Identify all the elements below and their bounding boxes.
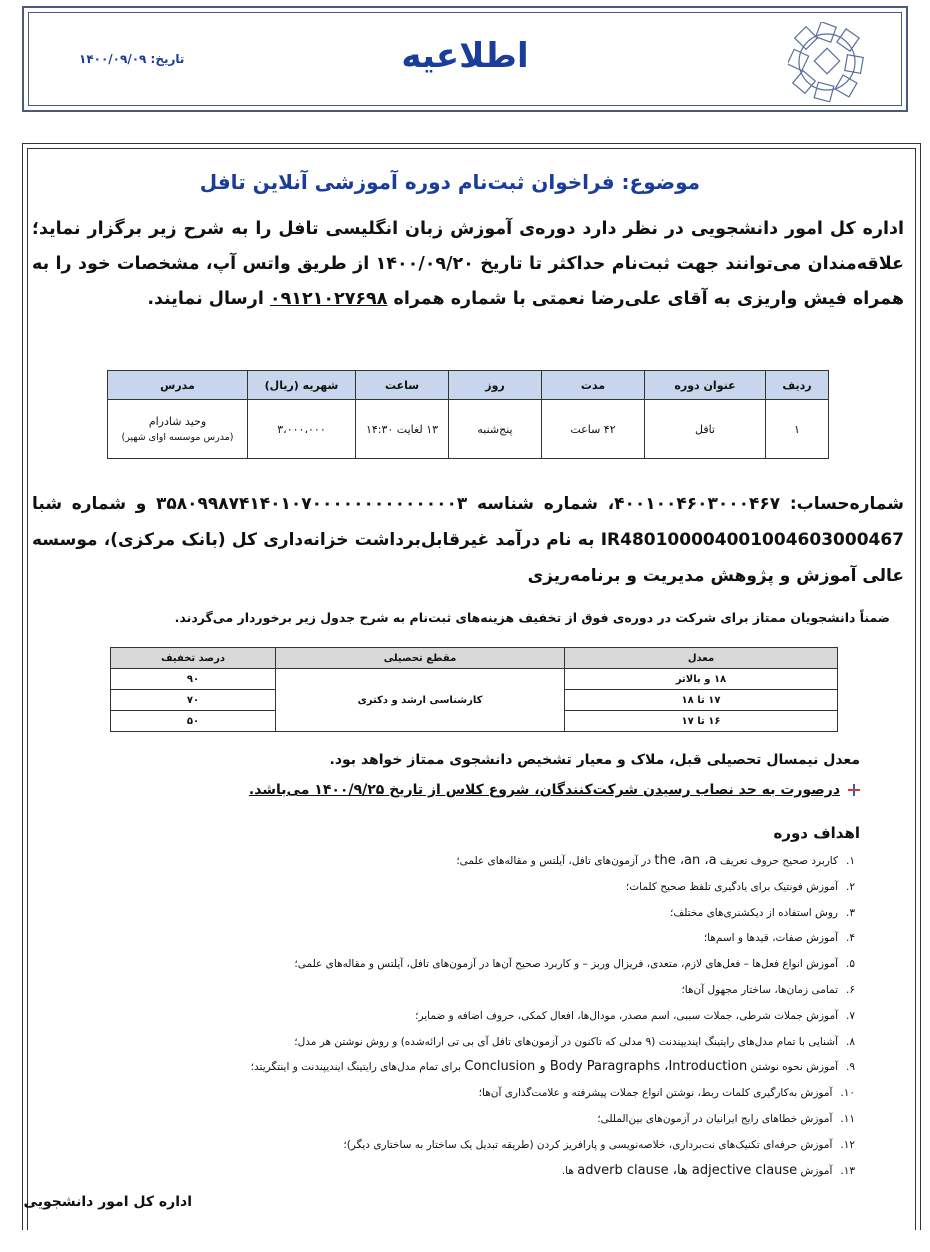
cell-title: تافل xyxy=(645,400,766,459)
sheba-number: IR480100004001004603000467 xyxy=(600,530,905,550)
account-text-end: به نام درآمد غیرقابل‌برداشت خزانه‌داری کل (بانک مرکزی)، موسسه عالی آموزش و پژوهش مدیریت و برنامه‌ریزی xyxy=(32,530,904,586)
list-item xyxy=(40,977,855,1003)
item-text: کاربرد صحیح حروف تعریف xyxy=(716,855,839,867)
list-item xyxy=(40,1029,855,1055)
cell-fee: ۳،۰۰۰،۰۰۰ xyxy=(248,400,356,459)
item-text-end: در آزمون‌های تافل، آیلتس و مقاله‌های علمی؛ xyxy=(456,855,655,867)
course-table-header xyxy=(108,371,829,400)
teacher-note: (مدرس موسسه اوای شهپر) xyxy=(121,432,234,443)
list-item xyxy=(40,1132,855,1158)
cell-teacher xyxy=(108,400,248,459)
column-header: معدل xyxy=(565,648,838,669)
account-text: شماره‌حساب: ۴۰۰۱۰۰۴۶۰۳۰۰۰۴۶۷، شماره شناسه ۳۵۸۰۹۹۸۷۴۱۴۰۱۰۷۰۰۰۰۰۰۰۰۰۰۰۰۰۰۳ و شماره شبا xyxy=(32,494,905,514)
cell-duration: ۴۲ ساعت xyxy=(542,400,645,459)
discount-note: ضمناً دانشجویان ممتاز برای شرکت در دوره‌ی فوق از تخفیف هزینه‌های ثبت‌نام به شرح جدول زیر برخوردار می‌گردند. xyxy=(174,610,890,625)
item-english-text: Body Paragraphs ،Introduction و Conclusion xyxy=(464,1059,748,1075)
item-number: ۱۰. xyxy=(840,1087,855,1100)
list-item xyxy=(40,874,855,900)
phone-number: ۰۹۱۲۱۰۲۷۶۹۸ xyxy=(269,289,388,309)
column-header: روز xyxy=(449,371,542,400)
bullet-star-icon xyxy=(848,784,860,796)
item-text: آموزش نحوه نوشتن xyxy=(747,1061,839,1074)
discount-table-header xyxy=(111,648,838,669)
column-header: ساعت xyxy=(356,371,449,400)
column-header: مدت xyxy=(542,371,645,400)
item-number: ۳. xyxy=(846,906,855,919)
item-number: ۱۲. xyxy=(840,1138,855,1151)
item-text: آموزش حرفه‌ای تکنیک‌های نت‌برداری، خلاصه‌نویسی و پارافریز کردن (طریقه تبدیل یک ساختار به ساختاری دیگر)؛ xyxy=(343,1138,833,1151)
list-item xyxy=(40,925,855,951)
discount-table xyxy=(110,647,838,732)
item-text: تمامی زمان‌ها، ساختار مجهول آن‌ها؛ xyxy=(681,983,839,996)
item-number: ۹. xyxy=(846,1061,855,1074)
start-note xyxy=(249,782,860,798)
date-value: ۱۴۰۰/۰۹/۰۹ xyxy=(79,52,147,66)
date-label: تاریخ: xyxy=(150,52,185,66)
item-number: ۵. xyxy=(846,958,855,971)
table-row xyxy=(111,669,838,690)
list-item xyxy=(40,1080,855,1106)
intro-paragraph xyxy=(32,212,904,317)
item-english-text: adjective clause ها، adverb clause xyxy=(577,1162,798,1178)
item-text: روش استفاده از دیکشنری‌های مختلف؛ xyxy=(669,906,839,919)
item-number: ۱۱. xyxy=(840,1112,855,1125)
item-text: آموزش به‌کارگیری کلمات ربط، نوشتن انواع جملات پیشرفته و علامت‌گذاری آن‌ها؛ xyxy=(478,1087,833,1100)
column-header: شهریه (ریال) xyxy=(248,371,356,400)
list-item xyxy=(40,848,855,874)
item-text: آموزش صفات، قیدها و اسم‌ها؛ xyxy=(703,932,839,945)
column-header: ردیف xyxy=(766,371,829,400)
item-text: آموزش فونتیک برای یادگیری تلفظ صحیح کلمات؛ xyxy=(625,880,839,893)
list-item xyxy=(40,1054,855,1080)
item-text: آموزش خطاهای رایج ایرانیان در آزمون‌های بین‌المللی؛ xyxy=(597,1112,833,1125)
cell-percent: ۵۰ xyxy=(111,711,276,732)
goals-list xyxy=(40,848,855,1183)
account-paragraph xyxy=(32,486,904,594)
column-header: عنوان دوره xyxy=(645,371,766,400)
cell-level: کارشناسی ارشد و دکتری xyxy=(276,669,565,732)
start-note-text: درصورت به حد نصاب رسیدن شرکت‌کنندگان، شروع کلاس از تاریخ ۱۴۰۰/۹/۲۵ می‌باشد. xyxy=(248,782,840,798)
cell-percent: ۹۰ xyxy=(111,669,276,690)
item-number: ۴. xyxy=(846,932,855,945)
item-english-text: the ،an ،a xyxy=(654,853,717,868)
list-item xyxy=(40,1106,855,1132)
list-item xyxy=(40,951,855,977)
intro-text: اداره کل امور دانشجویی در نظر دارد دوره‌ی آموزش زبان انگلیسی تافل را به شرح زیر برگزار نماید؛ علاقه‌مندان می‌توانند جهت ثبت‌نام حداکثر تا تاریخ ۱۴۰۰/۰۹/۲۰ از طریق واتس آپ، مشخصات خود را به همراه فیش واریزی به آقای علی‌رضا نعمتی با شماره همراه xyxy=(32,219,905,309)
item-text: آشنایی با تمام مدل‌های رایتینگ ایندیپندنت (۹ مدلی که تاکنون در آزمون‌های تافل آی بی تی ارائه‌شده) و روش نوشتن هر مدل؛ xyxy=(294,1035,839,1048)
cell-gpa: ۱۸ و بالاتر xyxy=(565,669,838,690)
column-header: درصد تخفیف xyxy=(111,648,276,669)
list-item xyxy=(40,1158,855,1184)
cell-index: ۱ xyxy=(766,400,829,459)
item-text-end: برای تمام مدل‌های رایتینگ ایندیپندنت و اینتگریتد؛ xyxy=(250,1061,465,1074)
item-text: آموزش انواع فعل‌ها – فعل‌های لازم، متعدی، فریزال وربز – و کاربرد صحیح آن‌ها در آزمون‌های تافل، آیلتس و مقاله‌های علمی؛ xyxy=(294,958,839,971)
table-row xyxy=(108,400,829,459)
column-header: مقطع تحصیلی xyxy=(276,648,565,669)
list-item xyxy=(40,900,855,926)
university-logo-icon xyxy=(788,22,866,102)
item-number: ۲. xyxy=(846,880,855,893)
cell-gpa: ۱۶ تا ۱۷ xyxy=(565,711,838,732)
cell-time: ۱۳ لغایت ۱۴:۳۰ xyxy=(356,400,449,459)
header-box xyxy=(22,6,908,112)
subject-heading: موضوع: فراخوان ثبت‌نام دوره آموزشی آنلاین تافل xyxy=(199,170,700,194)
signature: اداره کل امور دانشجویی xyxy=(23,1194,192,1210)
gpa-note: معدل نیمسال تحصیلی قبل، ملاک و معیار تشخیص دانشجوی ممتاز خواهد بود. xyxy=(329,752,860,768)
item-number: ۸. xyxy=(846,1035,855,1048)
item-number: ۷. xyxy=(846,1009,855,1022)
course-table xyxy=(107,370,829,459)
item-text-end: ها. xyxy=(561,1164,578,1177)
cell-gpa: ۱۷ تا ۱۸ xyxy=(565,690,838,711)
item-number: ۱. xyxy=(846,855,855,867)
cell-percent: ۷۰ xyxy=(111,690,276,711)
list-item xyxy=(40,1003,855,1029)
teacher-name: وحید شادرام xyxy=(148,415,207,428)
column-header: مدرس xyxy=(108,371,248,400)
cell-day: پنج‌شنبه xyxy=(449,400,542,459)
page-title: اطلاعیه xyxy=(401,36,529,76)
date xyxy=(79,52,184,66)
item-number: ۱۳. xyxy=(840,1164,855,1177)
item-text: آموزش جملات شرطی، جملات سببی، اسم مصدر، مودال‌ها، افعال کمکی، حروف اضافه و ضمایر؛ xyxy=(415,1009,839,1022)
goals-heading: اهداف دوره xyxy=(773,824,860,842)
intro-text-end: ارسال نمایند. xyxy=(147,289,264,309)
item-text: آموزش xyxy=(797,1164,833,1177)
item-number: ۶. xyxy=(846,983,855,996)
